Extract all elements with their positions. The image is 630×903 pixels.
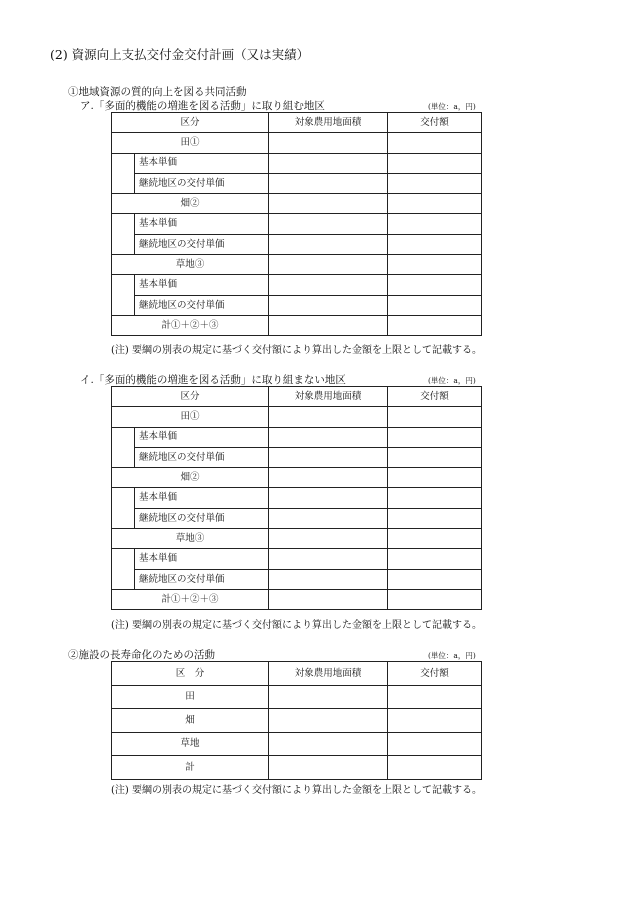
table-a-unit: (単位：a，円): [428, 102, 476, 111]
area-cell[interactable]: [269, 173, 388, 193]
area-cell[interactable]: [269, 447, 388, 467]
table-row: [112, 387, 482, 407]
note-i: (注) 要綱の別表の規定に基づく交付額により算出した金額を上限として記載する。: [111, 620, 482, 631]
area-cell[interactable]: [269, 255, 388, 275]
row-label-continuing-price: 継続地区の交付単価: [135, 569, 269, 589]
amount-cell[interactable]: [388, 173, 482, 193]
header-category: 区分: [112, 387, 269, 407]
amount-cell[interactable]: [388, 234, 482, 254]
row-label-base-price: 基本単価: [135, 214, 269, 234]
section-title: (2) 資源向上支払交付金交付計画（又は実績）: [50, 47, 310, 62]
table-row: [112, 173, 482, 193]
amount-cell[interactable]: [388, 153, 482, 173]
table-row: [112, 234, 482, 254]
area-cell[interactable]: [269, 468, 388, 488]
row-label-continuing-price: 継続地区の交付単価: [135, 447, 269, 467]
header-amount: 交付額: [388, 387, 482, 407]
indent-cell: [112, 295, 135, 315]
amount-cell[interactable]: [388, 427, 482, 447]
header-area: 対象農用地面積: [269, 113, 388, 133]
part2-unit: (単位：a，円): [428, 651, 476, 660]
amount-cell[interactable]: [388, 447, 482, 467]
area-cell[interactable]: [269, 194, 388, 214]
row-label-base-price: 基本単価: [135, 549, 269, 569]
area-cell[interactable]: [269, 427, 388, 447]
indent-cell: [112, 214, 135, 234]
table-row: [112, 589, 482, 609]
row-label-continuing-price: 継続地区の交付単価: [135, 234, 269, 254]
header-amount: 交付額: [388, 113, 482, 133]
table-row: [112, 447, 482, 467]
table-a-title: ア.「多面的機能の増進を図る活動」に取り組む地区: [80, 100, 325, 112]
table-row: [112, 194, 482, 214]
row-label-total: 計①＋②＋③: [112, 315, 269, 335]
table-row: [112, 569, 482, 589]
table-i-title: イ.「多面的機能の増進を図る活動」に取り組まない地区: [80, 374, 346, 386]
note-a: (注) 要綱の別表の規定に基づく交付額により算出した金額を上限として記載する。: [111, 345, 482, 356]
note-2: (注) 要綱の別表の規定に基づく交付額により算出した金額を上限として記載する。: [111, 785, 482, 796]
header-area: 対象農用地面積: [269, 662, 388, 686]
table-row: [112, 113, 482, 133]
row-label-base-price: 基本単価: [135, 488, 269, 508]
part2-title: ②施設の長寿命化のための活動: [68, 649, 215, 661]
area-cell[interactable]: [269, 133, 388, 153]
part1-title: ①地域資源の質的向上を図る共同活動: [68, 86, 247, 98]
area-cell[interactable]: [269, 275, 388, 295]
amount-cell[interactable]: [388, 709, 482, 733]
area-cell[interactable]: [269, 234, 388, 254]
indent-cell: [112, 569, 135, 589]
table-row: [112, 214, 482, 234]
row-label-total: 計①＋②＋③: [112, 589, 269, 609]
area-cell[interactable]: [269, 529, 388, 549]
row-label-field: 畑②: [112, 194, 269, 214]
indent-cell: [112, 173, 135, 193]
table-2: [111, 661, 482, 780]
table-row: [112, 275, 482, 295]
amount-cell[interactable]: [388, 569, 482, 589]
amount-cell[interactable]: [388, 133, 482, 153]
amount-cell[interactable]: [388, 255, 482, 275]
area-cell[interactable]: [269, 508, 388, 528]
indent-cell: [112, 488, 135, 508]
amount-cell[interactable]: [388, 732, 482, 756]
table-row: [112, 488, 482, 508]
area-cell[interactable]: [269, 315, 388, 335]
amount-cell[interactable]: [388, 589, 482, 609]
area-cell[interactable]: [269, 295, 388, 315]
table-i-unit: (単位：a，円): [428, 376, 476, 385]
table-row: [112, 732, 482, 756]
area-cell[interactable]: [269, 214, 388, 234]
area-cell[interactable]: [269, 549, 388, 569]
amount-cell[interactable]: [388, 275, 482, 295]
header-category: 区分: [112, 113, 269, 133]
table-row: [112, 756, 482, 780]
amount-cell[interactable]: [388, 529, 482, 549]
row-label-total: 計: [112, 756, 269, 780]
row-label-continuing-price: 継続地区の交付単価: [135, 508, 269, 528]
table-row: [112, 133, 482, 153]
amount-cell[interactable]: [388, 508, 482, 528]
row-label-grass: 草地③: [112, 529, 269, 549]
header-amount: 交付額: [388, 662, 482, 686]
row-label-continuing-price: 継続地区の交付単価: [135, 173, 269, 193]
area-cell[interactable]: [269, 407, 388, 427]
row-label-base-price: 基本単価: [135, 275, 269, 295]
indent-cell: [112, 508, 135, 528]
table-row: [112, 709, 482, 733]
table-row: [112, 662, 482, 686]
table-row: [112, 295, 482, 315]
table-row: [112, 407, 482, 427]
header-area: 対象農用地面積: [269, 387, 388, 407]
amount-cell[interactable]: [388, 685, 482, 709]
indent-cell: [112, 447, 135, 467]
table-a: [111, 112, 482, 336]
table-row: [112, 153, 482, 173]
row-label-paddy: 田①: [112, 133, 269, 153]
amount-cell[interactable]: [388, 407, 482, 427]
table-row: [112, 427, 482, 447]
table-row: [112, 549, 482, 569]
row-label-field: 畑: [112, 709, 269, 733]
area-cell[interactable]: [269, 488, 388, 508]
amount-cell[interactable]: [388, 488, 482, 508]
table-row: [112, 508, 482, 528]
row-label-base-price: 基本単価: [135, 427, 269, 447]
table-row: [112, 685, 482, 709]
table-row: [112, 315, 482, 335]
area-cell[interactable]: [269, 153, 388, 173]
amount-cell[interactable]: [388, 549, 482, 569]
amount-cell[interactable]: [388, 194, 482, 214]
row-label-paddy: 田①: [112, 407, 269, 427]
amount-cell[interactable]: [388, 315, 482, 335]
row-label-base-price: 基本単価: [135, 153, 269, 173]
amount-cell[interactable]: [388, 468, 482, 488]
indent-cell: [112, 153, 135, 173]
area-cell[interactable]: [269, 732, 388, 756]
area-cell[interactable]: [269, 709, 388, 733]
row-label-grass: 草地③: [112, 255, 269, 275]
row-label-paddy: 田: [112, 685, 269, 709]
area-cell[interactable]: [269, 569, 388, 589]
row-label-field: 畑②: [112, 468, 269, 488]
amount-cell[interactable]: [388, 756, 482, 780]
row-label-grass: 草地: [112, 732, 269, 756]
header-category: 区 分: [112, 662, 269, 686]
area-cell[interactable]: [269, 685, 388, 709]
table-row: [112, 529, 482, 549]
table-row: [112, 468, 482, 488]
amount-cell[interactable]: [388, 295, 482, 315]
indent-cell: [112, 427, 135, 447]
table-i: [111, 386, 482, 610]
area-cell[interactable]: [269, 589, 388, 609]
indent-cell: [112, 234, 135, 254]
indent-cell: [112, 275, 135, 295]
row-label-continuing-price: 継続地区の交付単価: [135, 295, 269, 315]
indent-cell: [112, 549, 135, 569]
area-cell[interactable]: [269, 756, 388, 780]
table-row: [112, 255, 482, 275]
amount-cell[interactable]: [388, 214, 482, 234]
